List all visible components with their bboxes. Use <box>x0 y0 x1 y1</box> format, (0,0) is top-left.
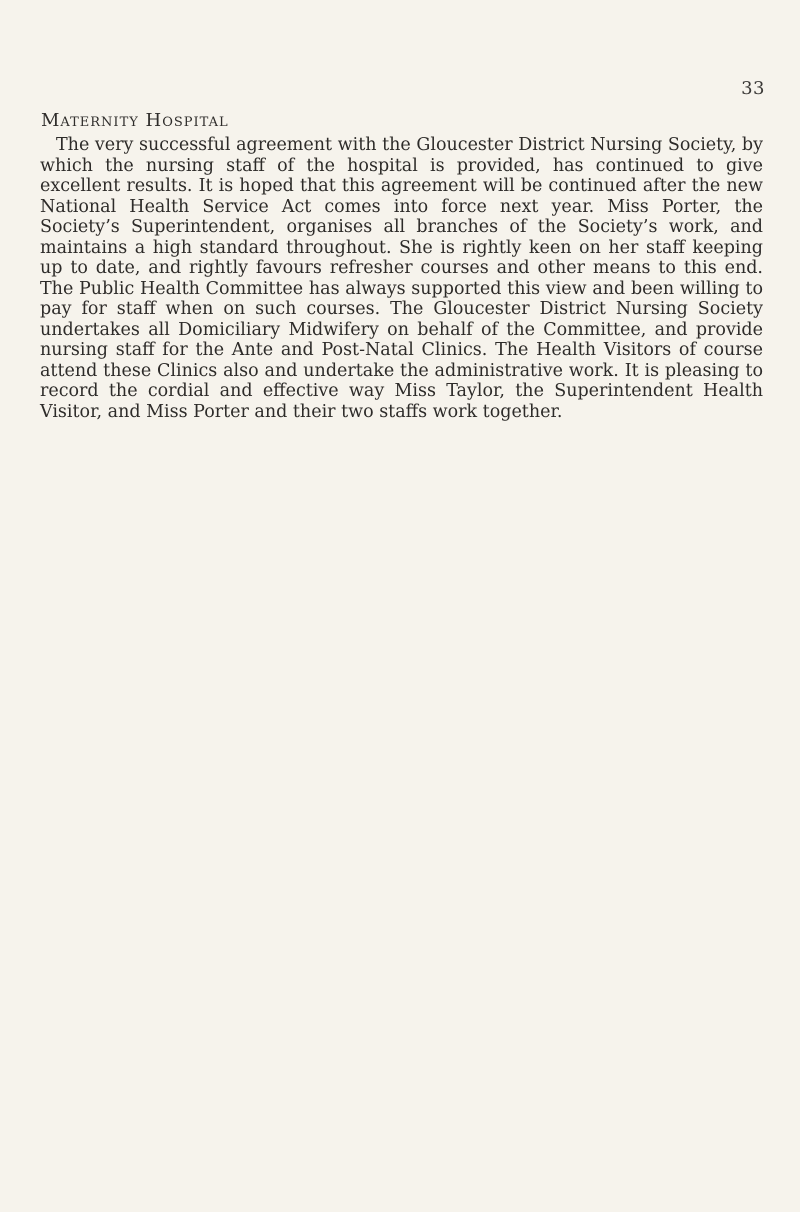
page-number: 33 <box>741 78 765 99</box>
section-heading: Maternity Hospital <box>41 110 229 131</box>
body-paragraph: The very successful agreement with the Gloucester District Nursing Society, by which the nursing staff of the hospital is provided, has continued to give excellent results. It is hoped that this agreement will be continued after the new National Health Service Act comes into force next year. Miss Porter, the Society’s Superintendent, organises all branches of the Society’s work, and maintains a high standard throughout. She is rightly keen on her staff keeping up to date, and rightly favours refresher courses and other means to this end. The Public Health Committee has always supported this view and been willing to pay for staff when on such courses. The Gloucester District Nursing Society undertakes all Domiciliary Midwifery on behalf of the Committee, and provide nursing staff for the Ante and Post-Natal Clinics. The Health Visitors of course attend these Clinics also and undertake the administrative work. It is pleasing to record the cordial and effective way Miss Taylor, the Superintendent Health Visitor, and Miss Porter and their two staffs work together. <box>40 135 763 422</box>
